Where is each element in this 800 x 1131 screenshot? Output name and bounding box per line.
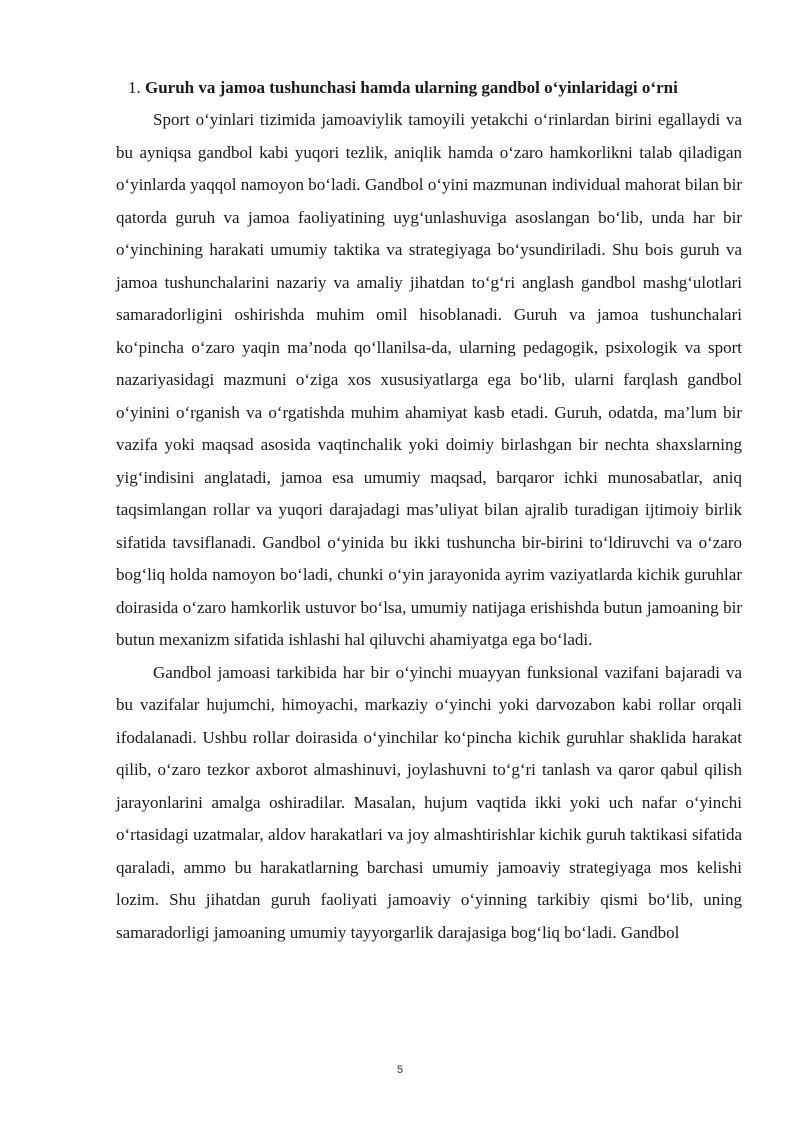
paragraph: Gandbol jamoasi tarkibida har bir o‘yinchi muayyan funksional vazifani bajaradi va bu vazifalar hujumchi, himoyachi, markaziy o‘yinchi yoki darvozabon kabi rollar orqali ifodalanadi. Ushbu rollar doirasida o‘yinchilar ko‘pincha kichik guruhlar shaklida harakat qilib, o‘zaro tezkor axborot almashinuvi, joylashuvni to‘g‘ri tanlash va qaror qabul qilish jarayonlarini amalga oshiradilar. Masalan, hujum vaqtida ikki yoki uch nafar o‘yinchi o‘rtasidagi uzatmalar, aldov harakatlari va joy almashtirishlar kichik guruh taktikasi sifatida qaraladi, ammo bu harakatlarning barchasi umumiy jamoaviy strategiyaga mos kelishi lozim. Shu jihatdan guruh faoliyati jamoaviy o‘yinning tarkibiy qismi bo‘lib, uning samaradorligi jamoaning umumiy tayyorgarlik darajasiga bog‘liq bo‘ladi. Gandbol	[116, 662, 742, 942]
paragraph: Sport o‘yinlari tizimida jamoaviylik tamoyili yetakchi o‘rinlardan birini egallaydi va bu ayniqsa gandbol kabi yuqori tezlik, aniqlik hamda o‘zaro hamkorlikni talab qiladigan o‘yinlarda yaqqol namoyon bo‘ladi. Gandbol o‘yini mazmunan individual mahorat bilan bir qatorda guruh va jamoa faoliyatining uyg‘unlashuviga asoslangan bo‘lib, unda har bir o‘yinchining harakati umumiy taktika va strategiyaga bo‘ysundiriladi. Shu bois guruh va jamoa tushunchalarini nazariy va amaliy jihatdan to‘g‘ri anglash gandbol mashg‘ulotlari samaradorligini oshirishda muhim omil hisoblanadi. Guruh va jamoa tushunchalari ko‘pincha o‘zaro yaqin ma’noda qo‘llanilsa-da, ularning pedagogik, psixologik va sport nazariyasidagi mazmuni o‘ziga xos xususiyatlarga ega bo‘lib, ularni farqlash gandbol o‘yinini o‘rganish va o‘rgatishda muhim ahamiyat kasb etadi. Guruh, odatda, ma’lum bir vazifa yoki maqsad asosida vaqtinchalik yoki doimiy birlashgan bir nechta shaxslarning yig‘indisini anglatadi, jamoa esa umumiy maqsad, barqaror ichki munosabatlar, aniq taqsimlangan rollar va yuqori darajadagi mas’uliyat bilan ajralib turadigan ijtimoiy birlik sifatida tavsiflanadi. Gandbol o‘yinida bu ikki tushuncha bir-birini to‘ldiruvchi va o‘zaro bog‘liq holda namoyon bo‘ladi, chunki o‘yin jarayonida ayrim vaziyatlarda kichik guruhlar doirasida o‘zaro hamkorlik ustuvor bo‘lsa, umumiy natijaga erishishda butun jamoaning bir butun mexanizm sifatida ishlashi hal qiluvchi ahamiyatga ega bo‘ladi.	[116, 110, 742, 649]
section-number: 1.	[128, 78, 141, 97]
section-heading	[116, 72, 742, 104]
section-title: Guruh va jamoa tushunchasi hamda ularning gandbol o‘yinlaridagi o‘rni	[145, 78, 678, 97]
page-content	[116, 72, 742, 949]
page-number: 5	[396, 1064, 404, 1076]
